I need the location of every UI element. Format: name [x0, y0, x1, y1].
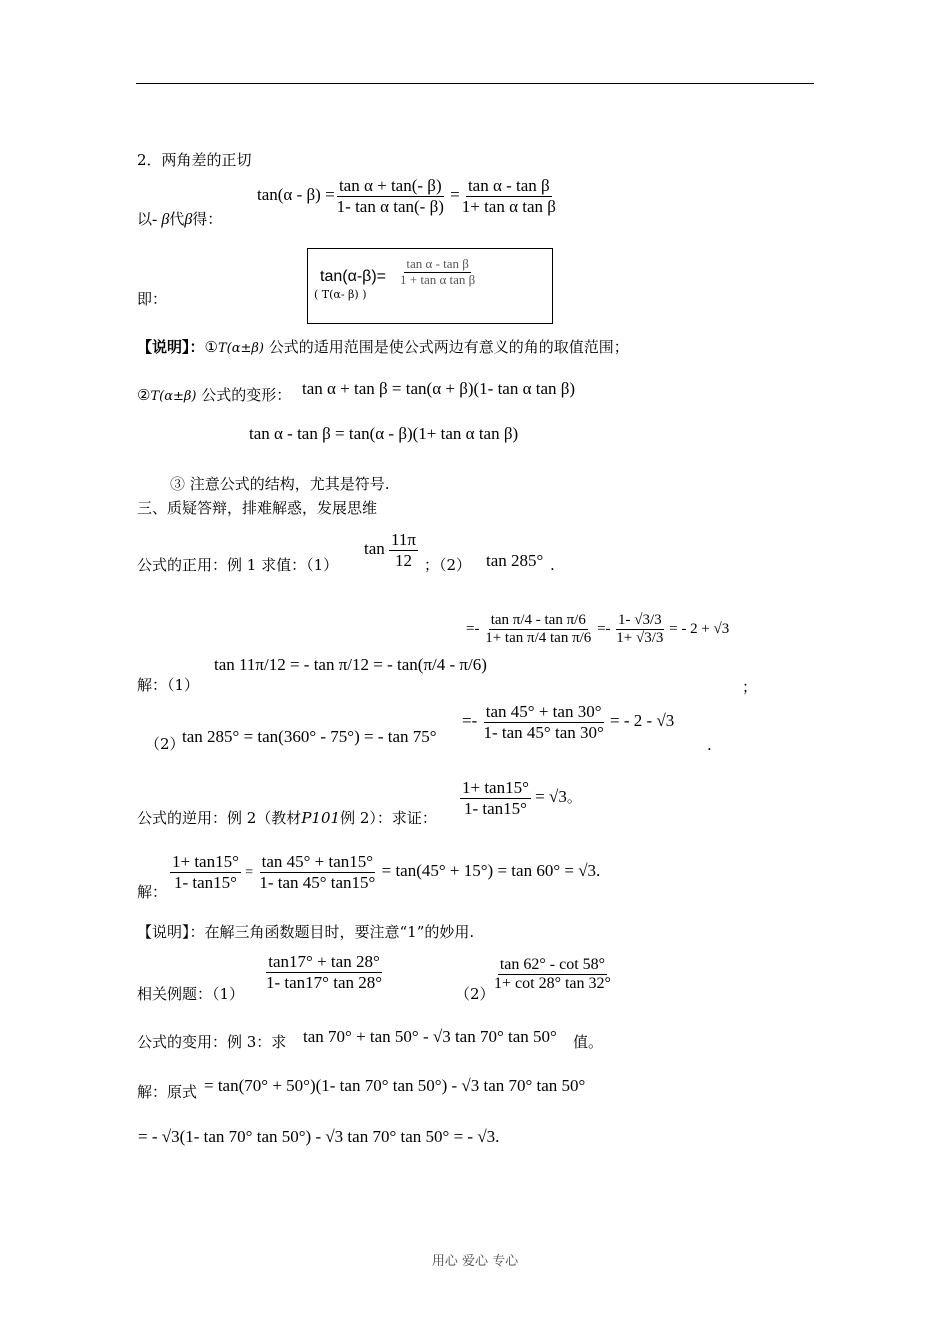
- note2: ②T(α±β) 公式的变形：: [137, 386, 292, 404]
- example1-q2: tan 285°: [486, 551, 544, 570]
- solution2-expr: tan 285° = tan(360° - 75°) = - tan 75°: [182, 727, 437, 746]
- boxed-label: 即：: [137, 290, 168, 308]
- derive-equation: tan(α - β) = $\frac{\text{tan α + tan(- β)}}{\text{1- tan α tan(- β)}}$ = $\frac{\text{tan α - tan β}}{\text{1+ tan α tan β}}$: [257, 176, 556, 216]
- boxed-lhs: tan(α-β)=: [320, 268, 387, 285]
- example1-q1: tan $\frac{11\pi}{12}$: [364, 530, 416, 570]
- example1-end: .: [550, 556, 555, 574]
- formula-box: [307, 248, 553, 324]
- solution-ex2-body: $\frac{1+ \tan 15^\circ}{1- \tan 15^\circ}$ = $\frac{\tan 45^\circ + \tan 15^\circ}{1- \tan 45^\circ \tan 15^\circ}$ = tan(45° + 15°) = tan 60° = √3.: [172, 852, 601, 892]
- example1-text: 公式的正用：例 1 求值：（1）: [137, 556, 339, 574]
- solution3-label: 解：原式: [137, 1083, 198, 1101]
- derive-prefix: 以- β代β得：: [137, 210, 223, 228]
- section-heading: 2．两角差的正切: [137, 151, 252, 169]
- transform-eq2: tan α - tan β = tan(α - β)(1+ tan α tan β): [249, 424, 519, 443]
- solution1-step1: tan 11π/12 = - tan π/12 = - tan(π/4 - π/6): [214, 655, 487, 674]
- related-q2: $\frac{\tan 62^\circ - \cot 58^\circ}{1+ \cot 28^\circ \tan 32^\circ}$: [494, 956, 611, 993]
- note1: 【说明】：①T(α±β) 公式的适用范围是使公式两边有意义的角的取值范围；: [137, 338, 629, 356]
- solution2-label: （2）: [145, 735, 185, 753]
- section3-heading: 三、质疑答辩，排难解惑，发展思维: [137, 499, 378, 517]
- solution2-frac: =- $\frac{\tan 45^\circ + \tan 30^\circ}{1- \tan 45^\circ \tan 30^\circ}$ = - 2 - √3: [462, 702, 675, 742]
- solution2-end: .: [707, 736, 712, 754]
- solution1-step2: =- $\frac{\text{tan π/4 - tan π/6}}{\text{1+ tan π/4 tan π/6}}$ =- $\frac{1- √3/3}{1+ √3/3}$ = - 2 + √3: [466, 612, 730, 647]
- solution1-label: 解：（1）: [137, 676, 200, 694]
- solution-ex2-label: 解：: [137, 883, 168, 901]
- example3-text: 公式的变用：例 3：求: [137, 1033, 287, 1051]
- boxed-fraction: $\frac{\text{tan α - tan β}}{\text{1 + tan α tan β}}$: [400, 256, 476, 287]
- boxed-tag: ( T(α- β) ): [314, 288, 367, 301]
- related-label2: （2）: [455, 985, 495, 1003]
- transform-eq1: tan α + tan β = tan(α + β)(1- tan α tan β): [302, 379, 576, 398]
- related-q1: $\frac{\tan 17^\circ + \tan 28^\circ}{1- \tan 17^\circ \tan 28^\circ}$: [266, 952, 383, 992]
- note3: ③ 注意公式的结构，尤其是符号.: [170, 475, 390, 493]
- solution3-line1: = tan(70° + 50°)(1- tan 70° tan 50°) - √3 tan 70° tan 50°: [204, 1076, 586, 1095]
- example3-expr: tan 70° + tan 50° - √3 tan 70° tan 50°: [303, 1027, 557, 1046]
- page-footer: 用心 爱心 专心: [431, 1254, 519, 1269]
- solution3-line2: = - √3(1- tan 70° tan 50°) - √3 tan 70° tan 50° = - √3.: [138, 1127, 500, 1146]
- related-label: 相关例题：（1）: [137, 985, 245, 1003]
- example2-claim: $\frac{1+ \tan 15^\circ}{1- \tan 15^\circ}$ = √3。: [462, 778, 582, 818]
- header-rule: [136, 83, 814, 84]
- example3-end: 值。: [573, 1033, 604, 1051]
- solution1-end: ；: [742, 678, 758, 696]
- example1-sep: ；（2）: [424, 556, 472, 574]
- example2-text: 公式的逆用：例 2（教材P101例 2）：求证：: [137, 809, 437, 827]
- note-one: 【说明】：在解三角函数题目时，要注意“1”的妙用.: [137, 923, 475, 941]
